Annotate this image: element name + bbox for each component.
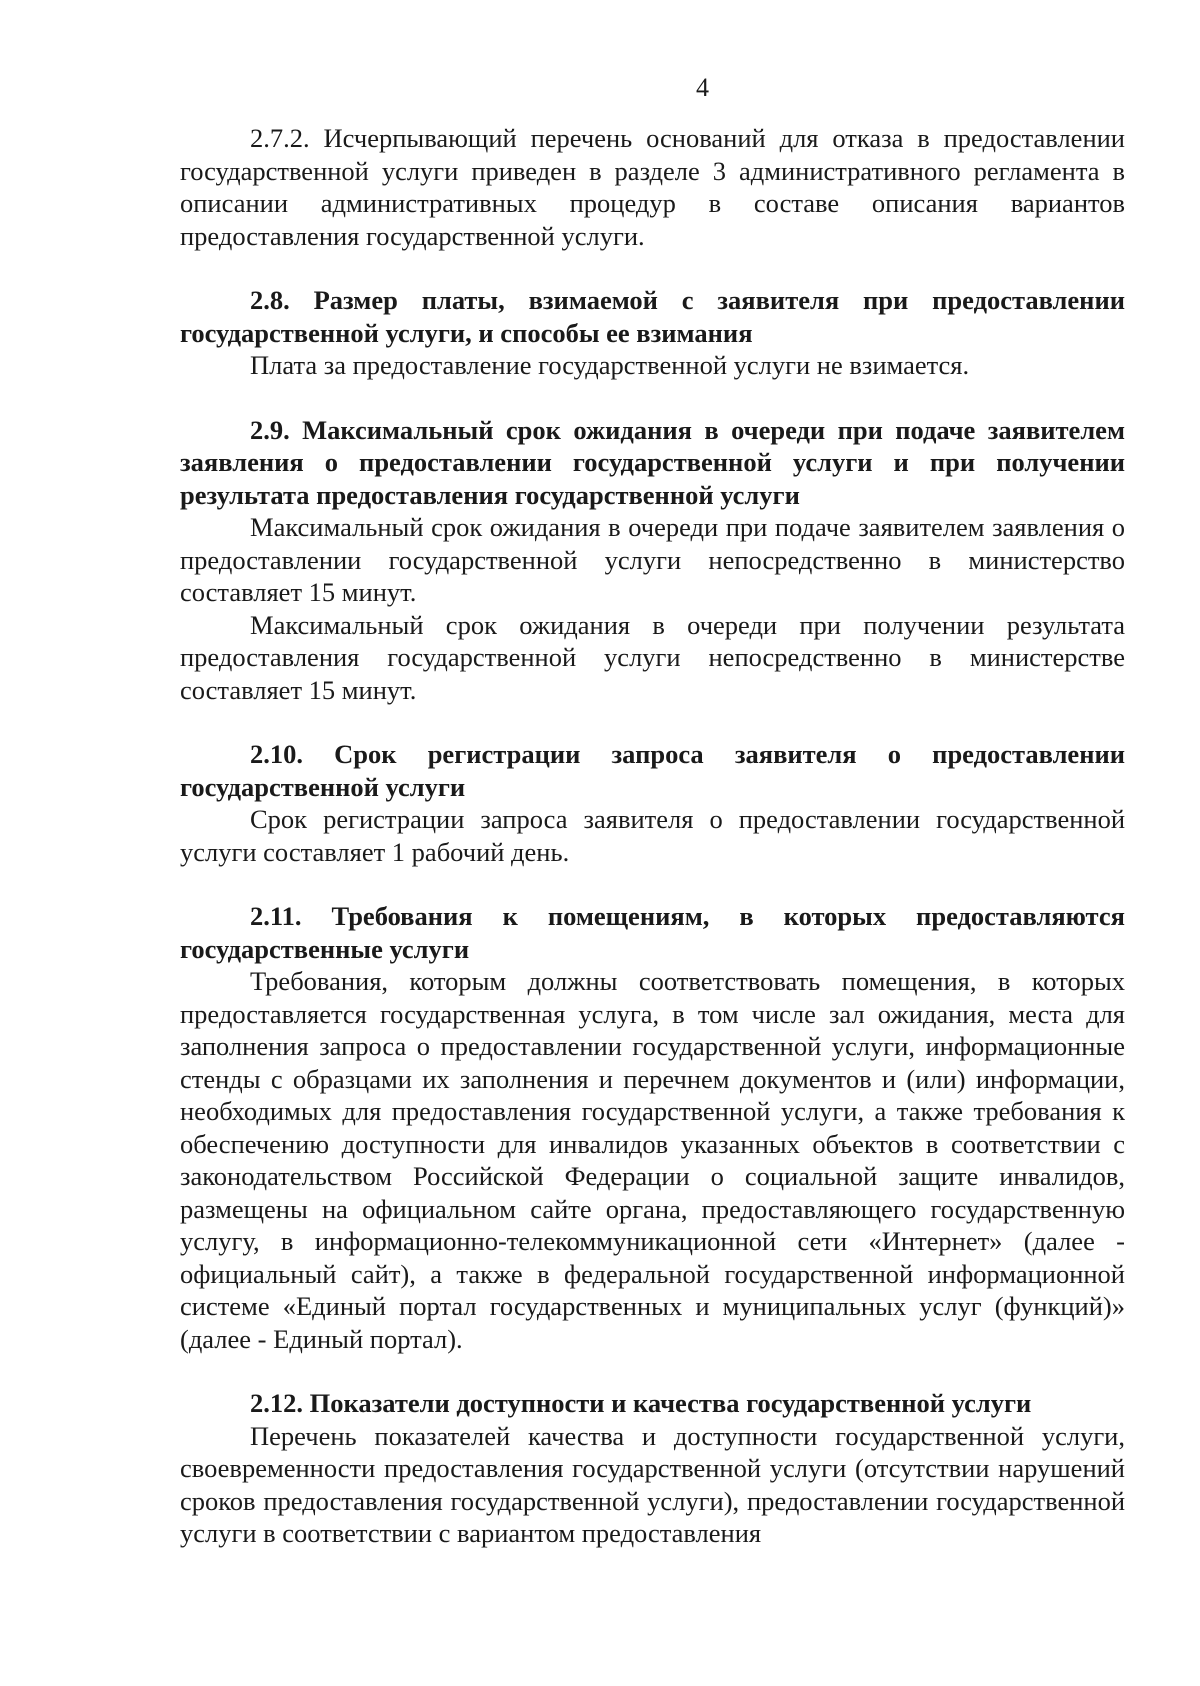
document-page <box>180 70 1125 1550</box>
heading-2-8: 2.8. Размер платы, взимаемой с заявителя при предоставлении государственной услуги, и способы ее взимания <box>180 285 1125 348</box>
section-gap <box>180 868 1125 900</box>
heading-2-10: 2.10. Срок регистрации запроса заявителя о предоставлении государственной услуги <box>180 739 1125 802</box>
paragraph-2-9-a: Максимальный срок ожидания в очереди при подаче заявителем заявления о предоставлении государственной услуги непосредственно в министерство составляет 15 минут. <box>180 512 1125 607</box>
section-gap <box>180 382 1125 414</box>
paragraph-2-11: Требования, которым должны соответствовать помещения, в которых предоставляется государственная услуга, в том числе зал ожидания, места для заполнения запроса о предоставлении государственной услуги, информационные стенды с образцами их заполнения и перечнем документов и (или) информации, необходимых для предоставления государственной услуги, а также требования к обеспечению доступности для инвалидов указанных объектов в соответствии с законодательством Российской Федерации о социальной защите инвалидов, размещены на официальном сайте органа, предоставляющего государственную услугу, в информационно-телекоммуникационной сети «Интернет» (далее - официальный сайт), а также в федеральной государственной информационной системе «Единый портал государственных и муниципальных услуг (функций)» (далее - Единый портал). <box>180 966 1125 1354</box>
paragraph-2-12: Перечень показателей качества и доступности государственной услуги, своевременности предоставления государственной услуги (отсутствии нарушений сроков предоставления государственной услуги), предоставлении государственной услуги в соответствии с вариантом предоставления <box>180 1420 1125 1548</box>
section-gap <box>180 706 1125 738</box>
section-gap <box>180 1355 1125 1387</box>
heading-2-9: 2.9. Максимальный срок ожидания в очереди при подаче заявителем заявления о предоставлении государственной услуги и при получении результата предоставления государственной услуги <box>180 414 1125 510</box>
section-gap <box>180 252 1125 284</box>
paragraph-2-9-b: Максимальный срок ожидания в очереди при получении результата предоставления государственной услуги непосредственно в министерстве составляет 15 минут. <box>180 609 1125 705</box>
paragraph-2-7-2: 2.7.2. Исчерпывающий перечень оснований для отказа в предоставлении государственной услуги приведен в разделе 3 административного регламента в описании административных процедур в составе описания вариантов предоставления государственной услуги. <box>180 123 1125 251</box>
paragraph-2-8: Плата за предоставление государственной услуги не взимается. <box>250 350 970 380</box>
paragraph-2-10: Срок регистрации запроса заявителя о предоставлении государственной услуги составляет 1 рабочий день. <box>180 804 1125 867</box>
heading-2-11: 2.11. Требования к помещениям, в которых предоставляются государственные услуги <box>180 901 1125 964</box>
heading-2-12: 2.12. Показатели доступности и качества государственной услуги <box>250 1388 1032 1418</box>
page-number: 4 <box>696 73 709 102</box>
